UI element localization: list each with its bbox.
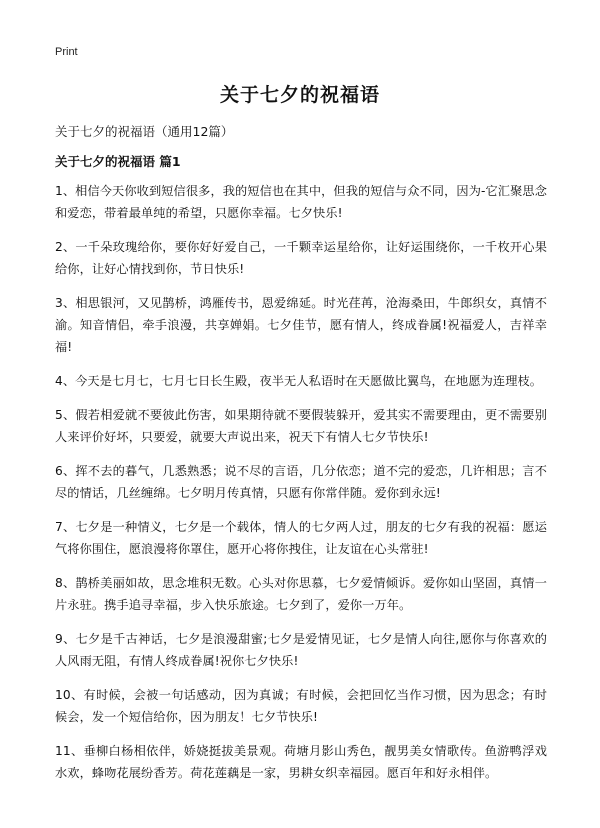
blessing-list [55,180,547,796]
list-item: 10、有时候，会被一句话感动，因为真诚；有时候，会把回忆当作习惯，因为思念；有时候会，发一个短信给你，因为朋友！七夕节快乐! [55,688,547,724]
list-item: 2、一千朵玫瑰给你，要你好好爱自己，一千颗幸运星给你，让好运围绕你，一千枚开心果给你，让好心情找到你，节日快乐! [55,240,547,276]
section-heading: 关于七夕的祝福语 篇1 [55,154,181,169]
list-item: 11、垂柳白杨相依伴，娇娆挺拔美景观。荷塘月影山秀色，靓男美女情歌传。鱼游鸭浮戏水欢，蜂吻花展纷香芳。荷花莲藕是一家，男耕女织幸福园。愿百年和好永相伴。 [55,744,547,780]
list-item: 9、七夕是千古神话，七夕是浪漫甜蜜;七夕是爱情见证，七夕是情人向往,愿你与你喜欢的人风雨无阻，有情人终成眷属!祝你七夕快乐! [55,632,547,668]
list-item: 4、今天是七月七，七月七日长生殿，夜半无人私语时在天愿做比翼鸟，在地愿为连理枝。 [55,374,543,388]
list-item: 5、假若相爱就不要彼此伤害，如果期待就不要假装躲开，爱其实不需要理由，更不需要别人来评价好坏，只要爱，就要大声说出来，祝天下有情人七夕节快乐! [55,408,547,444]
article-subtitle: 关于七夕的祝福语（通用12篇） [55,124,234,139]
page-title: 关于七夕的祝福语 [219,84,380,106]
list-item: 3、相思银河，又见鹊桥，鸿雁传书，恩爱绵延。时光荏苒，沧海桑田，牛郎织女，真情不渝。知音情侣，牵手浪漫，共享婵娟。七夕佳节，愿有情人，终成眷属!祝福爱人，吉祥幸福! [55,296,547,354]
list-item: 8、鹊桥美丽如故，思念堆积无数。心头对你思慕，七夕爱情倾诉。爱你如山坚固，真情一片永驻。携手追寻幸福，步入快乐旅途。七夕到了，爱你一万年。 [55,576,547,612]
print-link[interactable]: Print [55,46,78,58]
list-item: 6、挥不去的暮气，几悉熟悉；说不尽的言语，几分依恋；道不完的爱恋，几许相思；言不尽的情话，几丝缠绵。七夕明月传真情，只愿有你常伴随。爱你到永远! [55,464,547,500]
list-item: 1、相信今天你收到短信很多，我的短信也在其中，但我的短信与众不同，因为-它汇聚思念和爱恋，带着最单纯的希望，只愿你幸福。七夕快乐! [55,184,547,220]
list-item: 7、七夕是一种情义，七夕是一个载体，情人的七夕两人过，朋友的七夕有我的祝福：愿运气将你围住，愿浪漫将你罩住，愿开心将你拽住，让友谊在心头常驻! [55,520,547,556]
